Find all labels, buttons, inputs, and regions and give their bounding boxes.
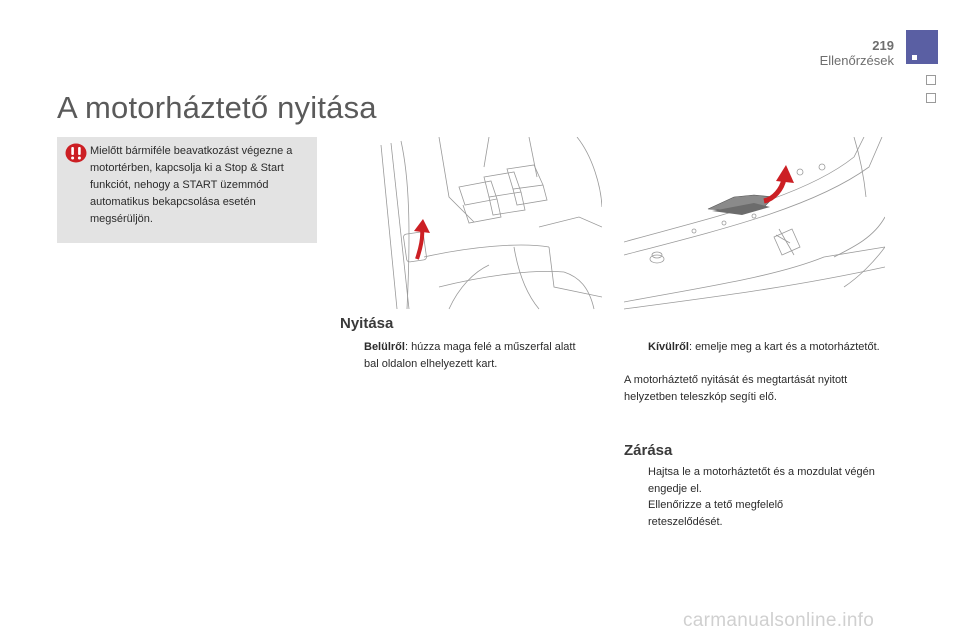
chapter-tab-empty-box [926,75,936,85]
list-item [626,464,876,498]
closing-step-text: Ellenőrizze a tető megfelelő reteszelődését. [648,499,784,528]
closing-step-text: Hajtsa le a motorháztetőt és a mozdulat végén engedje el. [648,466,875,495]
watermark: carmanualsonline.info [683,610,875,631]
list-item [342,339,590,373]
pull-arrow-icon [414,219,430,259]
closing-heading: Zárása [624,442,673,459]
telescope-paragraph: A motorháztető nyitását és megtartását nyitott helyzetben teleszkóp segíti elő. [624,374,848,403]
chapter-tab-empty-box [926,93,936,103]
interior-lever-illustration [379,137,602,310]
opening-heading: Nyitása [340,315,394,332]
list-item [626,497,826,531]
exterior-lever-illustration [624,137,885,310]
page-number: 219 [872,38,894,53]
chapter-tab [906,30,938,64]
inside-label: Belülről [364,341,405,353]
outside-text: : emelje meg a kart és a motorháztetőt. [688,341,880,353]
page-title: A motorháztető nyitása [57,90,377,125]
lift-arrow-icon [764,165,794,201]
inside-text: : húzza maga felé a műszerfal alatt bal oldalon elhelyezett kart. [364,341,576,370]
exclamation-icon [65,143,87,163]
warning-box [57,137,317,243]
list-item [626,339,888,356]
outside-label: Kívülről [648,341,689,353]
section-title: Ellenőrzések [819,53,894,68]
warning-text: Mielőtt bármiféle beavatkozást végezne a motortérben, kapcsolja ki a Stop & Start funkciót, nehogy a START üzemmód automatikus bekapcsolása esetén megsérüljön. [90,145,293,225]
chapter-tab-marker [912,55,917,60]
